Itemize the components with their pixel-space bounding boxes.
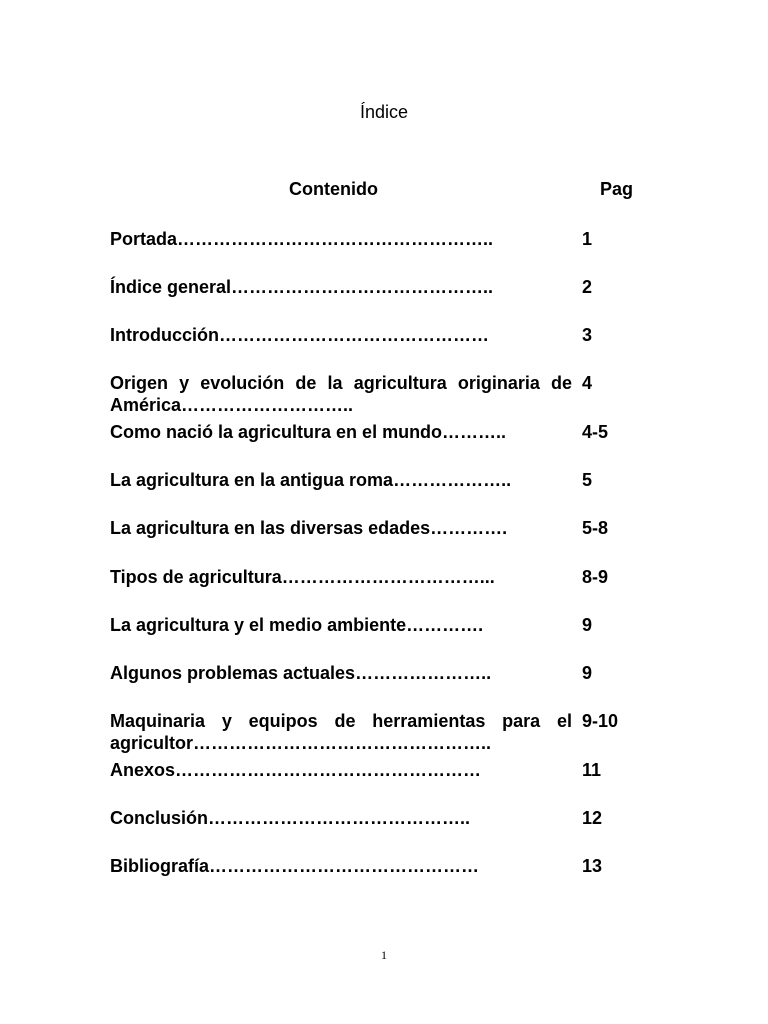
- toc-entry-page: 13: [582, 856, 603, 876]
- page-title: Índice: [359, 102, 409, 122]
- toc-entry-page: 4-5: [582, 422, 609, 442]
- toc-entry-page: 5-8: [582, 518, 609, 538]
- toc-entry-page: 2: [582, 277, 593, 297]
- toc-entry-label: La agricultura en las diversas edades………….: [110, 518, 508, 538]
- toc-entry-label: Índice general……………………………………..: [110, 277, 494, 297]
- toc-entry-label: Como nació la agricultura en el mundo………..: [110, 422, 507, 442]
- toc-entry-label: Conclusión……………………………………..: [110, 808, 470, 828]
- column-header-content: Contenido: [289, 179, 378, 199]
- toc-entry-page: 9: [582, 663, 593, 683]
- toc-entry-label: Maquinaria y equipos de herramientas para el agricultor…………………………………………..: [110, 711, 578, 753]
- column-header-page: Pag: [600, 179, 634, 199]
- toc-entry-page: 4: [582, 373, 593, 393]
- toc-entry-label: Introducción………………………………………: [110, 325, 489, 345]
- toc-entry-page: 11: [582, 760, 602, 780]
- toc-entry-page: 5: [582, 470, 593, 490]
- toc-entry-label: La agricultura en la antigua roma………………..: [110, 470, 512, 490]
- toc-entry-label: La agricultura y el medio ambiente………….: [110, 615, 484, 635]
- toc-entry-page: 9: [582, 615, 593, 635]
- toc-entry-label: Portada……………………………………………..: [110, 229, 494, 249]
- toc-entry-label: Bibliografía………………………………………: [110, 856, 480, 876]
- toc-entry-page: 12: [582, 808, 603, 828]
- toc-entry-page: 8-9: [582, 567, 609, 587]
- toc-entry-page: 9-10: [582, 711, 619, 731]
- toc-entry-page: 3: [582, 325, 593, 345]
- toc-entry-label: Anexos……………………………………………: [110, 760, 482, 780]
- toc-entry-label: Tipos de agricultura……………………………...: [110, 567, 495, 587]
- toc-entry-page: 1: [582, 229, 593, 249]
- footer-page-number: 1: [381, 948, 387, 962]
- toc-entry-label: Origen y evolución de la agricultura originaria de América………………………..: [110, 373, 577, 415]
- toc-entry-label: Algunos problemas actuales…………………..: [110, 663, 492, 683]
